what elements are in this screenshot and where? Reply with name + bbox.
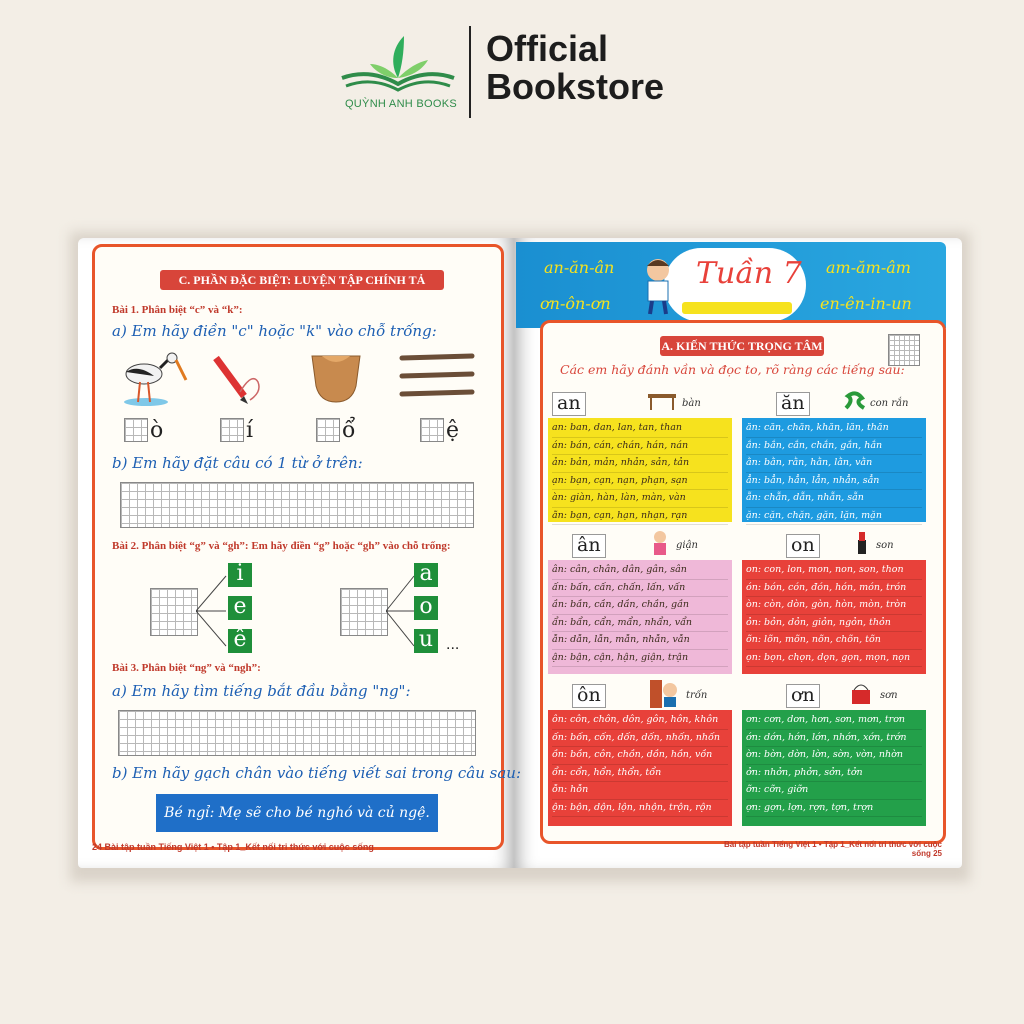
bai1-instruction-b: b) Em hãy đặt câu có 1 từ ở trên:: [112, 454, 363, 472]
branch-lines-left: [196, 568, 228, 656]
word-line: ồn: bồn, côn, chồn, dồn, hồn, vồn: [552, 747, 728, 765]
rhyme-card: ơn: [786, 684, 820, 708]
word-line: ộn: bộn, dộn, lộn, nhộn, trộn, rộn: [552, 800, 728, 818]
reading-instruction: Các em hãy đánh vần và đọc to, rõ ràng các tiếng sau:: [560, 362, 905, 377]
word-line: ẫn: dẫn, lẫn, mẫn, nhẫn, vẫn: [552, 632, 728, 650]
brand-name: QUỲNH ANH BOOKS: [344, 98, 458, 110]
picture-caption: giận: [676, 540, 699, 551]
word-line: ẳn: bẳn, hẳn, lẳn, nhẳn, sẳn: [746, 473, 922, 491]
header-divider: [469, 26, 471, 118]
word-line: ổn: cổn, hổn, thổn, tổn: [552, 765, 728, 783]
writing-grid-1[interactable]: [120, 482, 474, 528]
tone-letter: ệ: [446, 418, 460, 443]
picture-caption: bàn: [682, 398, 701, 409]
bai3-instruction-a: a) Em hãy tìm tiếng bắt đầu bằng "ng":: [112, 682, 411, 700]
word-line: ận: bận, cận, hận, giận, trận: [552, 650, 728, 668]
word-line: ởn: nhởn, phởn, sởn, tởn: [746, 765, 922, 783]
incorrect-sentence-box: Bé ngỉ: Mẹ sẽ cho bé nghó và củ ngệ.: [156, 794, 438, 832]
picture-caption: con rắn: [870, 398, 909, 409]
bai1-title: Bài 1. Phân biệt “c” và “k”:: [112, 304, 243, 316]
rhyme-card: ăn: [776, 392, 810, 416]
word-line: on: con, lon, mon, non, son, thon: [746, 562, 922, 580]
picture-caption: sơn: [880, 690, 898, 701]
word-line: ỡn: cỡn, giỡn: [746, 782, 922, 800]
answer-box[interactable]: [316, 418, 340, 442]
word-line: an: ban, dan, lan, tan, than: [552, 420, 728, 438]
rhyme-card: on: [786, 534, 820, 558]
word-line: ãn: bạn, cạn, hạn, nhạn, rạn: [552, 508, 728, 526]
rhyme-card: ân: [572, 534, 606, 558]
writing-grid-2[interactable]: [118, 710, 476, 756]
word-line: ằn: bằn, rằn, hằn, lằn, vằn: [746, 455, 922, 473]
word-line: òn: còn, dòn, gòn, hòn, mòn, tròn: [746, 597, 922, 615]
rhyme-group-bottom-left: ơn-ôn-ơn: [540, 294, 611, 313]
paint-bucket-icon: [848, 680, 874, 706]
stork-image: [114, 350, 190, 408]
word-line: ỏn: bỏn, dỏn, giỏn, ngỏn, thỏn: [746, 615, 922, 633]
word-line: ỗn: hỗn: [552, 782, 728, 800]
word-line: ặn: cặn, chặn, gặn, lặn, mặn: [746, 508, 922, 526]
sticks-image: [398, 350, 478, 406]
quynh-anh-books-logo: [338, 28, 458, 94]
word-line: ón: bón, cón, đón, hón, món, trón: [746, 580, 922, 598]
right-footer: Bài tập tuần Tiếng Việt 1 • Tập 1_Kết nối tri thức với cuộc sống 25: [723, 840, 942, 858]
rhyme-group-bottom-right: en-ên-in-un: [820, 294, 912, 313]
official-bookstore-title: Official Bookstore: [486, 28, 665, 107]
word-line: ớn: dớn, hớn, lớn, nhớn, xớn, trớn: [746, 730, 922, 748]
word-line: án: bán, cán, chán, hán, nán: [552, 438, 728, 456]
word-line: ắn: bắn, cắn, chắn, gắn, hắn: [746, 438, 922, 456]
word-line: ạn: bạn, cạn, nạn, phạn, sạn: [552, 473, 728, 491]
word-line: ản: bản, mản, nhản, sản, tản: [552, 455, 728, 473]
boy-illustration: [638, 256, 678, 316]
word-line: õn: lõn, mõn, nõn, chõn, tõn: [746, 632, 922, 650]
answer-box[interactable]: [220, 418, 244, 442]
gh-answer-grid-right[interactable]: [340, 588, 388, 636]
word-line: ôn: côn, chôn, dôn, gôn, hôn, khôn: [552, 712, 728, 730]
snake-icon: [842, 390, 868, 412]
word-panel-an: [548, 418, 732, 522]
bai1-instruction-a: a) Em hãy điền "c" hoặc "k" vào chỗ trống:: [112, 322, 437, 340]
word-line: ờn: bờn, dờn, lờn, sờn, vờn, nhờn: [746, 747, 922, 765]
word-line: àn: giàn, hàn, làn, màn, vàn: [552, 490, 728, 508]
bai2-title: Bài 2. Phân biệt “g” và “gh”: Em hãy điền “g” hoặc “gh” vào chỗ trống:: [112, 540, 451, 552]
word-line: ọn: bọn, chọn, dọn, gọn, mọn, nọn: [746, 650, 922, 668]
word-panel-ăn: [742, 418, 926, 522]
word-line: ấn: bấn, cấn, chấn, lấn, vấn: [552, 580, 728, 598]
word-panel-ân: [548, 560, 732, 674]
word-line: ân: cân, chân, dân, gân, sân: [552, 562, 728, 580]
tone-letter: ò: [150, 418, 164, 443]
bai3-instruction-b: b) Em hãy gạch chân vào tiếng viết sai trong câu sau:: [112, 764, 522, 782]
section-banner-left: C. PHẦN ĐẶC BIỆT: LUYỆN TẬP CHÍNH TẢ: [160, 270, 444, 290]
rhyme-group-top-left: an-ăn-ân: [544, 258, 615, 277]
lipstick-icon: [856, 530, 868, 556]
tone-letter: í: [246, 418, 254, 443]
tone-letter: ổ: [342, 418, 356, 443]
answer-box[interactable]: [420, 418, 444, 442]
picture-caption: trốn: [686, 690, 708, 701]
word-panel-ơn: [742, 710, 926, 826]
angry-girl-icon: [650, 530, 670, 556]
bai3-title: Bài 3. Phân biệt “ng” và “ngh”:: [112, 662, 261, 674]
letter-u: u: [414, 629, 438, 653]
cloth-bag-image: [304, 350, 368, 406]
rhyme-group-top-right: am-ăm-âm: [826, 258, 911, 277]
gh-answer-grid-left[interactable]: [150, 588, 198, 636]
letter-i: i: [228, 563, 252, 587]
branch-lines-right: [386, 568, 416, 656]
picture-caption: son: [876, 540, 894, 551]
word-line: ăn: căn, chăn, khăn, lăn, thăn: [746, 420, 922, 438]
pen-writing-image: [208, 352, 264, 408]
word-panel-on: [742, 560, 926, 674]
left-footer: 24 Bài tập tuần Tiếng Việt 1 • Tập 1_Kết nối tri thức với cuộc sống: [92, 842, 374, 852]
answer-box[interactable]: [124, 418, 148, 442]
week-title: Tuần 7: [696, 256, 802, 291]
letter-a: a: [414, 563, 438, 587]
letter-e: e: [228, 596, 252, 620]
pencil-decoration: [682, 302, 792, 314]
word-line: ợn: gợn, lợn, rợn, tợn, trợn: [746, 800, 922, 818]
word-line: ần: bần, cần, dần, chần, gần: [552, 597, 728, 615]
table-icon: [646, 390, 678, 412]
ellipsis: ...: [446, 636, 460, 653]
word-line: ẩn: bẩn, cẩn, mẩn, nhẩn, vẩn: [552, 615, 728, 633]
hiding-child-icon: [650, 680, 680, 708]
word-panel-ôn: [548, 710, 732, 826]
rhyme-card: ôn: [572, 684, 606, 708]
section-banner-right: A. KIẾN THỨC TRỌNG TÂM: [660, 336, 824, 356]
word-line: ẵn: chẵn, dẵn, nhẵn, sẵn: [746, 490, 922, 508]
letter-e-circumflex: ê: [228, 629, 252, 653]
letter-o: o: [414, 596, 438, 620]
word-line: ốn: bốn, cốn, dốn, dốn, nhốn, nhốn: [552, 730, 728, 748]
rhyme-card: an: [552, 392, 586, 416]
word-line: ơn: cơn, dơn, hơn, sơn, mơn, trơn: [746, 712, 922, 730]
